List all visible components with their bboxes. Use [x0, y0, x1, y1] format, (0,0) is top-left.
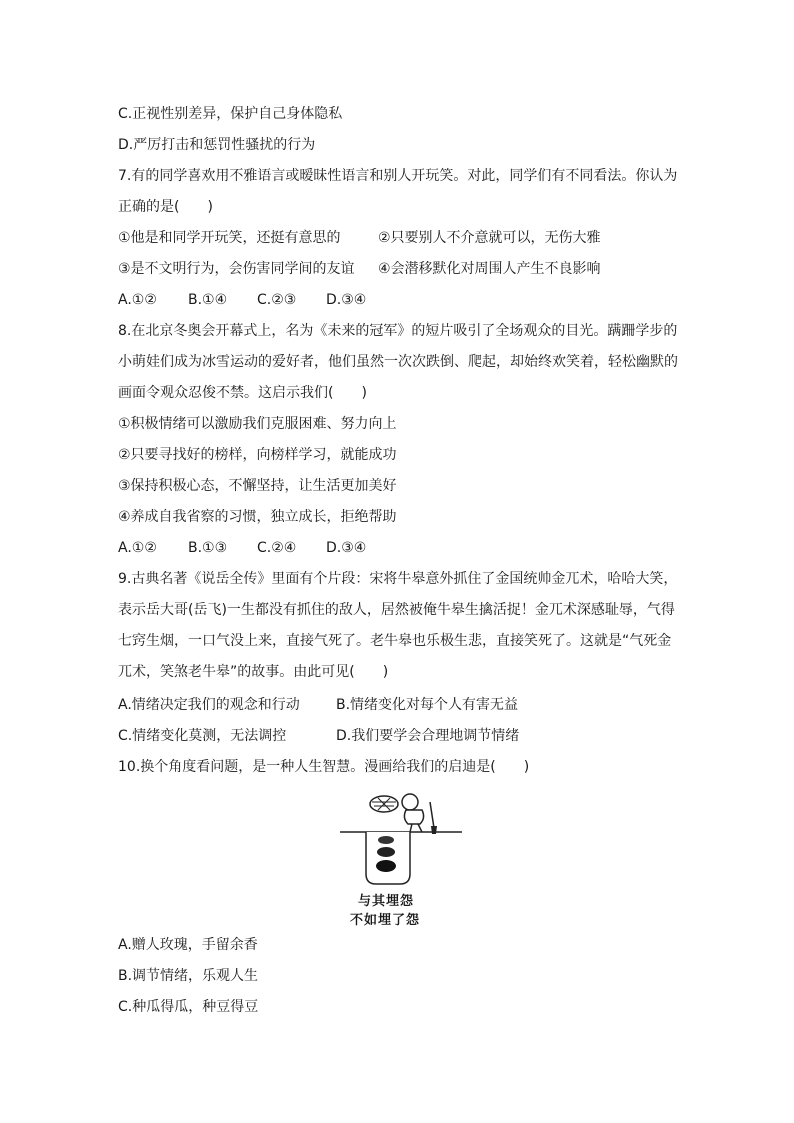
q10-choice-b: B.调节情绪，乐观人生	[118, 968, 259, 984]
person-leg-left	[410, 824, 412, 832]
q7-stem-line2: 正确的是( )	[118, 199, 213, 215]
q8-choice-c: C.②④	[257, 540, 297, 556]
q6-option-c: C.正视性别差异，保护自己身体隐私	[118, 106, 343, 122]
q8-choice-d: D.③④	[326, 540, 367, 556]
disc-3	[376, 860, 396, 872]
q8-statement-3: ③保持积极心态，不懈坚持，让生活更加美好	[118, 478, 397, 494]
q8-statement-4: ④养成自我省察的习惯，独立成长，拒绝帮助	[118, 509, 397, 525]
q8-statement-1: ①积极情绪可以激励我们克服困难、努力向上	[118, 416, 397, 432]
shovel-handle	[430, 802, 434, 828]
q6-option-d: D.严厉打击和惩罚性骚扰的行为	[118, 137, 316, 153]
q8-choice-b: B.①③	[188, 540, 228, 556]
q8-choice-a: A.①②	[118, 540, 157, 556]
person-body	[404, 810, 423, 824]
q7-statement-2: ②只要别人不介意就可以，无伤大雅	[378, 230, 601, 246]
person-leg-right	[418, 824, 422, 832]
q7-statement-4: ④会潜移默化对周围人产生不良影响	[378, 261, 601, 277]
q7-choice-c: C.②③	[257, 292, 297, 308]
q7-statement-3: ③是不文明行为，会伤害同学间的友谊	[118, 261, 355, 277]
q8-stem-line1: 8.在北京冬奥会开幕式上，名为《未来的冠军》的短片吸引了全场观众的目光。蹒跚学步的	[118, 323, 678, 339]
cartoon-caption-line1: 与其埋怨	[358, 894, 415, 909]
q9-choice-b: B.情绪变化对每个人有害无益	[336, 697, 519, 713]
q9-stem-line1: 9.古典名著《说岳全传》里面有个片段：宋将牛皋意外抓住了金国统帅金兀术，哈哈大笑，	[118, 571, 678, 587]
disc-1	[378, 836, 394, 844]
q8-stem-line2: 小萌娃们成为冰雪运动的爱好者，他们虽然一次次跌倒、爬起，却始终欢笑着，轻松幽默的	[118, 354, 678, 370]
q9-choice-d: D.我们要学会合理地调节情绪	[336, 728, 520, 744]
person-head	[402, 794, 418, 810]
cartoon-caption-line2: 不如埋了怨	[350, 913, 421, 928]
q7-choice-a: A.①②	[118, 292, 157, 308]
q10-choice-c: C.种瓜得瓜，种豆得豆	[118, 999, 259, 1015]
q8-statement-2: ②只要寻找好的榜样，向榜样学习，就能成功	[118, 447, 397, 463]
q10-stem: 10.换个角度看问题，是一种人生智慧。漫画给我们的启迪是( )	[118, 759, 530, 775]
q10-choice-a: A.赠人玫瑰，手留余香	[118, 937, 258, 953]
q9-stem-line4: 兀术，笑煞老牛皋”的故事。由此可见( )	[118, 664, 389, 680]
q7-stem-line1: 7.有的同学喜欢用不雅语言或暧昧性语言和别人开玩笑。对此，同学们有不同看法。你认为	[118, 168, 678, 184]
q8-stem-line3: 画面令观众忍俊不禁。这启示我们( )	[118, 385, 367, 401]
q9-stem-line2: 表示岳大哥(岳飞)一生都没有抓住的敌人，居然被俺牛皋生擒活捉！金兀术深感耻辱，气得	[118, 602, 675, 618]
q7-choice-d: D.③④	[326, 292, 367, 308]
q9-choice-c: C.情绪变化莫测，无法调控	[118, 728, 287, 744]
disc-2	[377, 847, 395, 857]
q9-stem-line3: 七窍生烟，一口气没上来，直接气死了。老牛皋也乐极生悲，直接笑死了。这就是“气死金	[118, 633, 672, 649]
q9-choice-a: A.情绪决定我们的观念和行动	[118, 697, 300, 713]
q7-statement-1: ①他是和同学开玩笑，还挺有意思的	[118, 230, 341, 246]
q7-choice-b: B.①④	[188, 292, 228, 308]
shovel-blade	[431, 826, 437, 834]
